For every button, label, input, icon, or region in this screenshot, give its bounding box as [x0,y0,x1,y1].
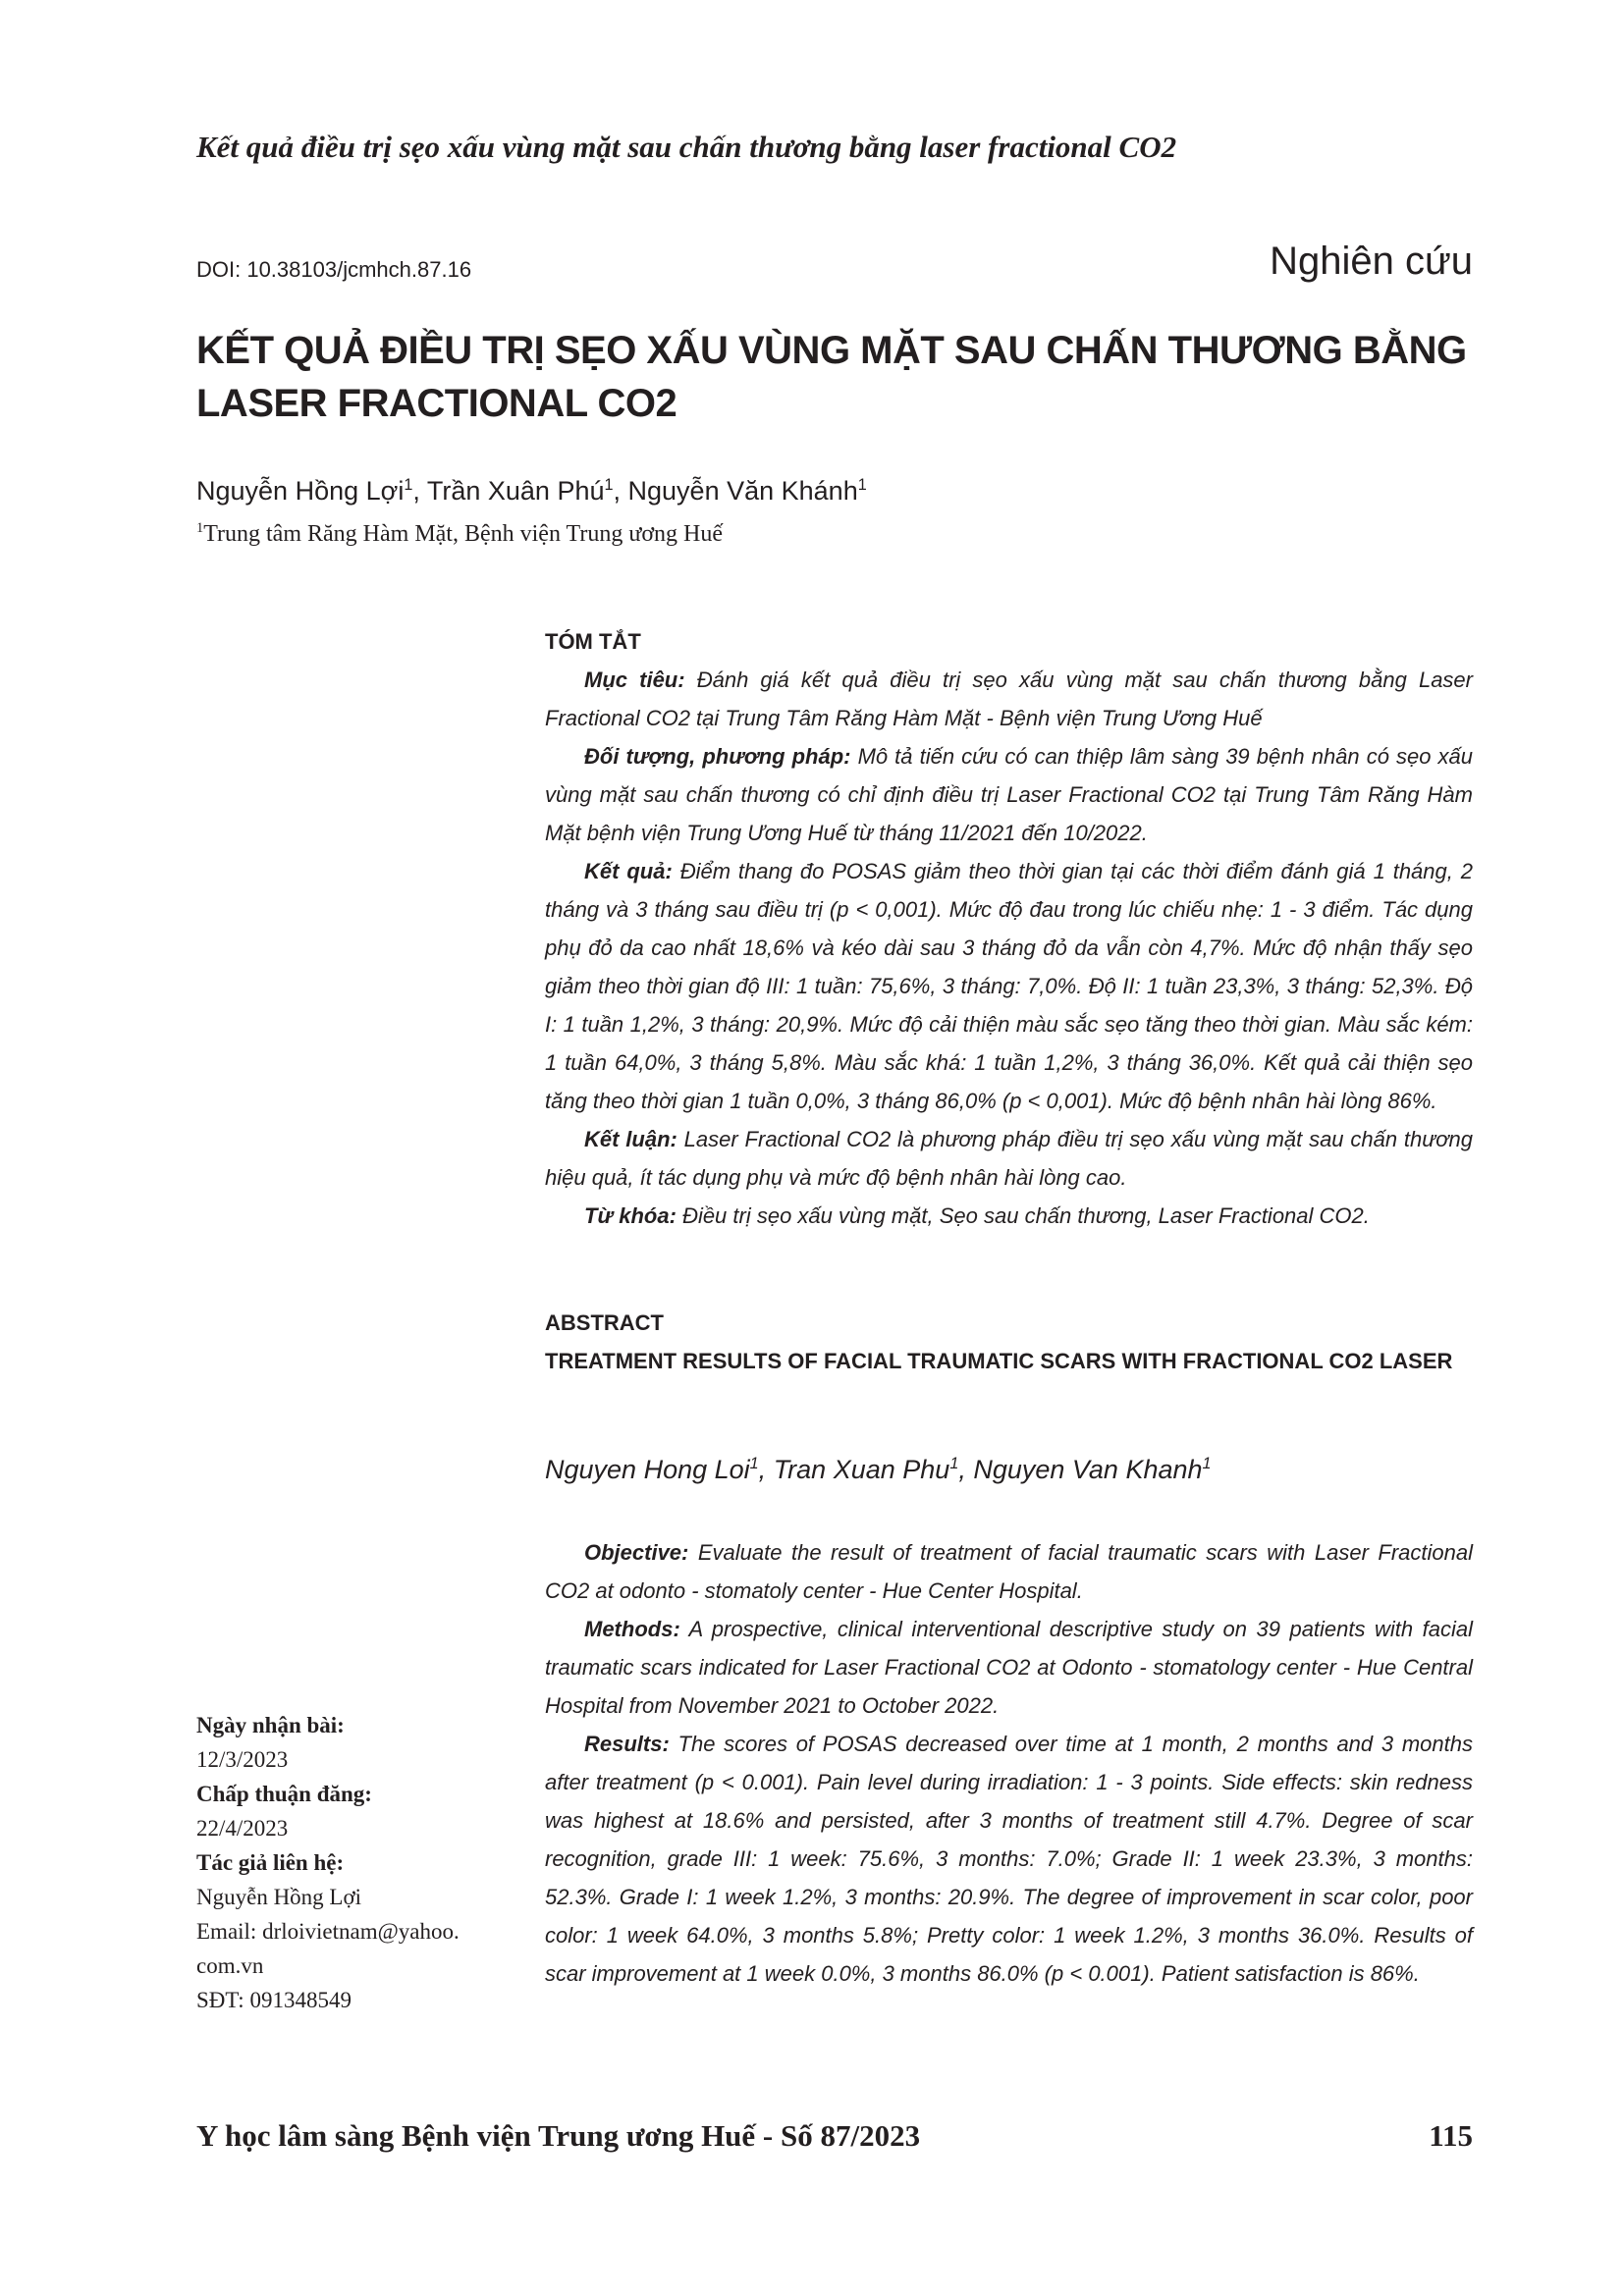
accepted-label: Chấp thuận đăng: [196,1782,372,1806]
section-label: Nghiên cứu [1270,240,1473,283]
paragraph-text: Điều trị sẹo xấu vùng mặt, Sẹo sau chấn thương, Laser Fractional CO2. [676,1203,1370,1228]
page-number: 115 [1429,2118,1473,2153]
affiliation-text: Trung tâm Răng Hàm Mặt, Bệnh viện Trung ương Huế [203,521,724,547]
paragraph-text: The scores of POSAS decreased over time at 1 month, 2 months and 3 months after treatment (p < 0.001). Pain level during irradiation: 1 - 3 points. Side effects: skin redness was highest at 18.6% and persisted, after 3 months of treatment still 4.7%. Degree of scar recognition, grade III: 1 week: 75.6%, 3 months: 7.0%; Grade II: 1 week 23.3%, 3 months: 52.3%. Grade I: 1 week 1.2%, 3 months: 20.9%. The degree of improvement in scar color, poor color: 1 week 64.0%, 3 months 5.8%; Pretty color: 1 week 1.2%, 3 months 36.0%. Results of scar improvement at 1 week 0.0%, 3 months 86.0% (p < 0.001). Patient satisfaction is 86%. [545,1732,1473,1986]
affiliation-sup: 1 [196,520,204,536]
abstract-paragraph [545,1197,1473,1235]
paragraph-text: Laser Fractional CO2 là phương pháp điều trị sẹo xấu vùng mặt sau chấn thương hiệu quả, ít tác dụng phụ và mức độ bệnh nhân hài lòng cao. [545,1127,1473,1190]
paragraph-label: Objective: [584,1540,689,1565]
abstract-paragraph [545,1533,1473,1610]
english-abstract-header [545,1304,1473,1380]
paragraph-text: A prospective, clinical interventional descriptive study on 39 patients with facial traumatic scars indicated for Laser Fractional CO2 at Odonto - stomatology center - Hue Central Hospital from November 2021 to October 2022. [545,1617,1473,1718]
running-header: Kết quả điều trị sẹo xấu vùng mặt sau chấn thương bằng laser fractional CO2 [196,130,1177,164]
author-name: Nguyen Van Khanh [973,1455,1203,1484]
author-sup: 1 [604,476,614,494]
abstract-paragraph [545,661,1473,737]
paragraph-label: Results: [584,1732,670,1756]
author-sup: 1 [1202,1455,1212,1472]
english-author-list: Nguyen Hong Loi$^1$, Tran Xuan Phu$^1$, Nguyen Van Khanh$^1$ [545,1455,1212,1484]
vietnamese-abstract [545,622,1473,1235]
contact-email: Email: drloivietnam@yahoo. [196,1919,460,1944]
received-label: Ngày nhận bài: [196,1713,345,1737]
title-line: LASER FRACTIONAL CO2 [196,382,677,425]
author-name: Nguyễn Văn Khánh [627,476,858,506]
accepted-date: 22/4/2023 [196,1816,289,1841]
abstract-paragraph [545,737,1473,852]
author-name: Tran Xuan Phu [773,1455,950,1484]
page-footer [196,2118,1473,2154]
journal-name: Y học lâm sàng Bệnh viện Trung ương Huế - Số 87/2023 [196,2118,921,2153]
author-sup: 1 [857,476,867,494]
doi: DOI: 10.38103/jcmhch.87.16 [196,257,472,282]
author-sup: 1 [404,476,413,494]
contact-name: Nguyễn Hồng Lợi [196,1885,362,1909]
paragraph-label: Kết quả: [584,859,673,883]
author-sup: 1 [949,1455,959,1472]
paragraph-text: Evaluate the result of treatment of facial traumatic scars with Laser Fractional CO2 at odonto - stomatoly center - Hue Center Hospital. [545,1540,1473,1603]
author-name: Nguyễn Hồng Lợi [196,476,405,506]
article-info-sidebar [196,1708,530,2017]
paragraph-label: Đối tượng, phương pháp: [584,744,851,769]
author-name: Nguyen Hong Loi [545,1455,750,1484]
paragraph-label: Mục tiêu: [584,667,685,692]
author-sup: 1 [749,1455,759,1472]
abstract-paragraph [545,1725,1473,1993]
author-name: Trần Xuân Phú [426,476,605,506]
paragraph-label: Từ khóa: [584,1203,677,1228]
affiliation [196,520,723,548]
title-line: KẾT QUẢ ĐIỀU TRỊ SẸO XẤU VÙNG MẶT SAU CHẤN THƯƠNG BẰNG [196,329,1467,372]
contact-email-cont: com.vn [196,1953,264,1978]
paragraph-label: Methods: [584,1617,680,1641]
contact-phone: SĐT: 091348549 [196,1988,352,2012]
received-date: 12/3/2023 [196,1747,289,1772]
abstract-heading: TÓM TẮT [545,629,641,654]
contact-label: Tác giả liên hệ: [196,1850,345,1875]
english-title: TREATMENT RESULTS OF FACIAL TRAUMATIC SCARS WITH FRACTIONAL CO2 LASER [545,1349,1453,1373]
paragraph-text: Điểm thang đo POSAS giảm theo thời gian tại các thời điểm đánh giá 1 tháng, 2 tháng và 3 tháng sau điều trị (p < 0,001). Mức độ đau trong lúc chiếu nhẹ: 1 - 3 điểm. Tác dụng phụ đỏ da cao nhất 18,6% và kéo dài sau 3 tháng đỏ da vẫn còn 4,7%. Mức độ nhận thấy sẹo giảm theo thời gian độ III: 1 tuần: 75,6%, 3 tháng: 7,0%. Độ II: 1 tuần 23,3%, 3 tháng: 52,3%. Độ I: 1 tuần 1,2%, 3 tháng: 20,9%. Mức độ cải thiện màu sắc sẹo tăng theo thời gian. Màu sắc kém: 1 tuần 64,0%, 3 tháng 5,8%. Màu sắc khá: 1 tuần 1,2%, 3 tháng 36,0%. Kết quả cải thiện sẹo tăng theo thời gian 1 tuần 0,0%, 3 tháng 86,0% (p < 0,001). Mức độ bệnh nhân hài lòng 86%. [545,859,1474,1113]
paragraph-text: Đánh giá kết quả điều trị sẹo xấu vùng mặt sau chấn thương bằng Laser Fractional CO2 tại Trung Tâm Răng Hàm Mặt - Bệnh viện Trung Ương Huế [545,667,1473,730]
article-title [196,324,1483,430]
abstract-paragraph [545,852,1473,1120]
paragraph-text: Mô tả tiến cứu có can thiệp lâm sàng 39 bệnh nhân có sẹo xấu vùng mặt sau chấn thương có chỉ định điều trị Laser Fractional CO2 tại Trung Tâm Răng Hàm Mặt bệnh viện Trung Ương Huế từ tháng 11/2021 đến 10/2022. [545,744,1473,845]
abstract-paragraph [545,1610,1473,1725]
abstract-paragraph [545,1120,1473,1197]
author-list: Nguyễn Hồng Lợi$^1$, Trần Xuân Phú$^1$, Nguyễn Văn Khánh$^1$ [196,476,867,506]
abstract-heading: ABSTRACT [545,1310,664,1335]
english-abstract [545,1533,1473,1993]
paragraph-label: Kết luận: [584,1127,677,1151]
